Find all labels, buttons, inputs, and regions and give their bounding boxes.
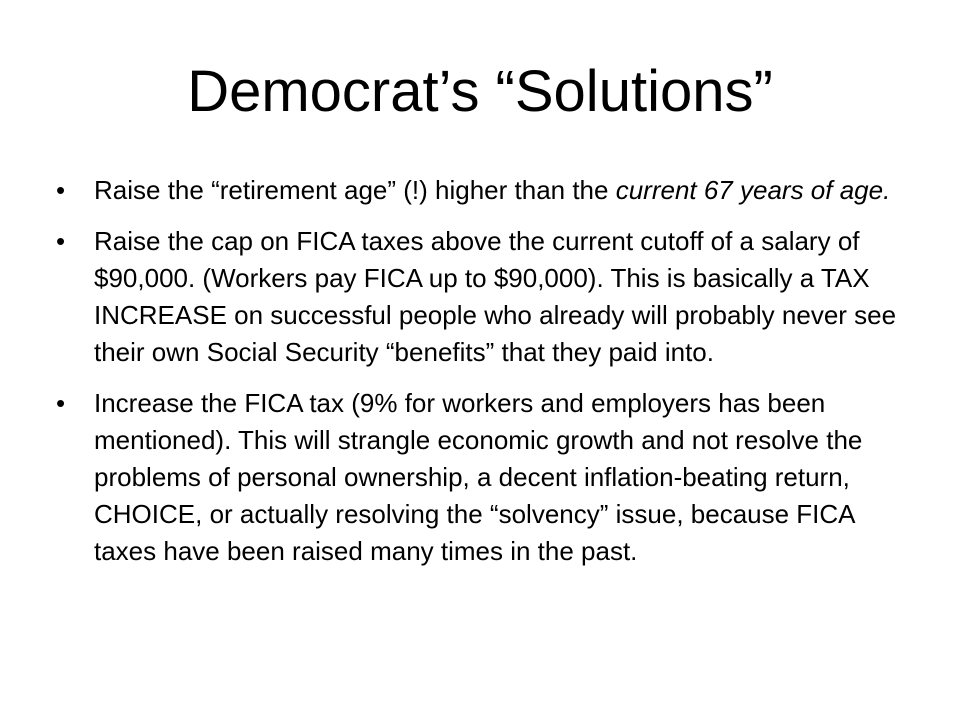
bullet-item-fica-cap	[56, 223, 916, 371]
bullet-item-retirement-age	[56, 172, 916, 209]
bullet-text: Increase the FICA tax (9% for workers and employers has been mentioned). This will strangle economic growth and not resolve the problems of personal ownership, a decent inflation-beating return, CHOICE, or actually resolving the “solvency” issue, because FICA taxes have been raised many times in the past.	[94, 388, 863, 566]
bullet-icon	[56, 223, 76, 260]
slide-title: Democrat’s “Solutions”	[187, 59, 773, 124]
bullet-text: Raise the cap on FICA taxes above the current cutoff of a salary of $90,000. (Workers pay FICA up to $90,000). This is basically a TAX INCREASE on successful people who already will probably never see their own Social Security “benefits” that they paid into.	[94, 226, 897, 367]
bullet-item-fica-tax	[56, 385, 916, 570]
bullet-icon	[56, 385, 76, 422]
bullet-text-italic: current 67 years of age.	[615, 175, 891, 205]
bullet-icon	[56, 172, 76, 209]
bullet-list	[56, 172, 916, 584]
bullet-text: Raise the “retirement age” (!) higher than the	[94, 175, 616, 205]
